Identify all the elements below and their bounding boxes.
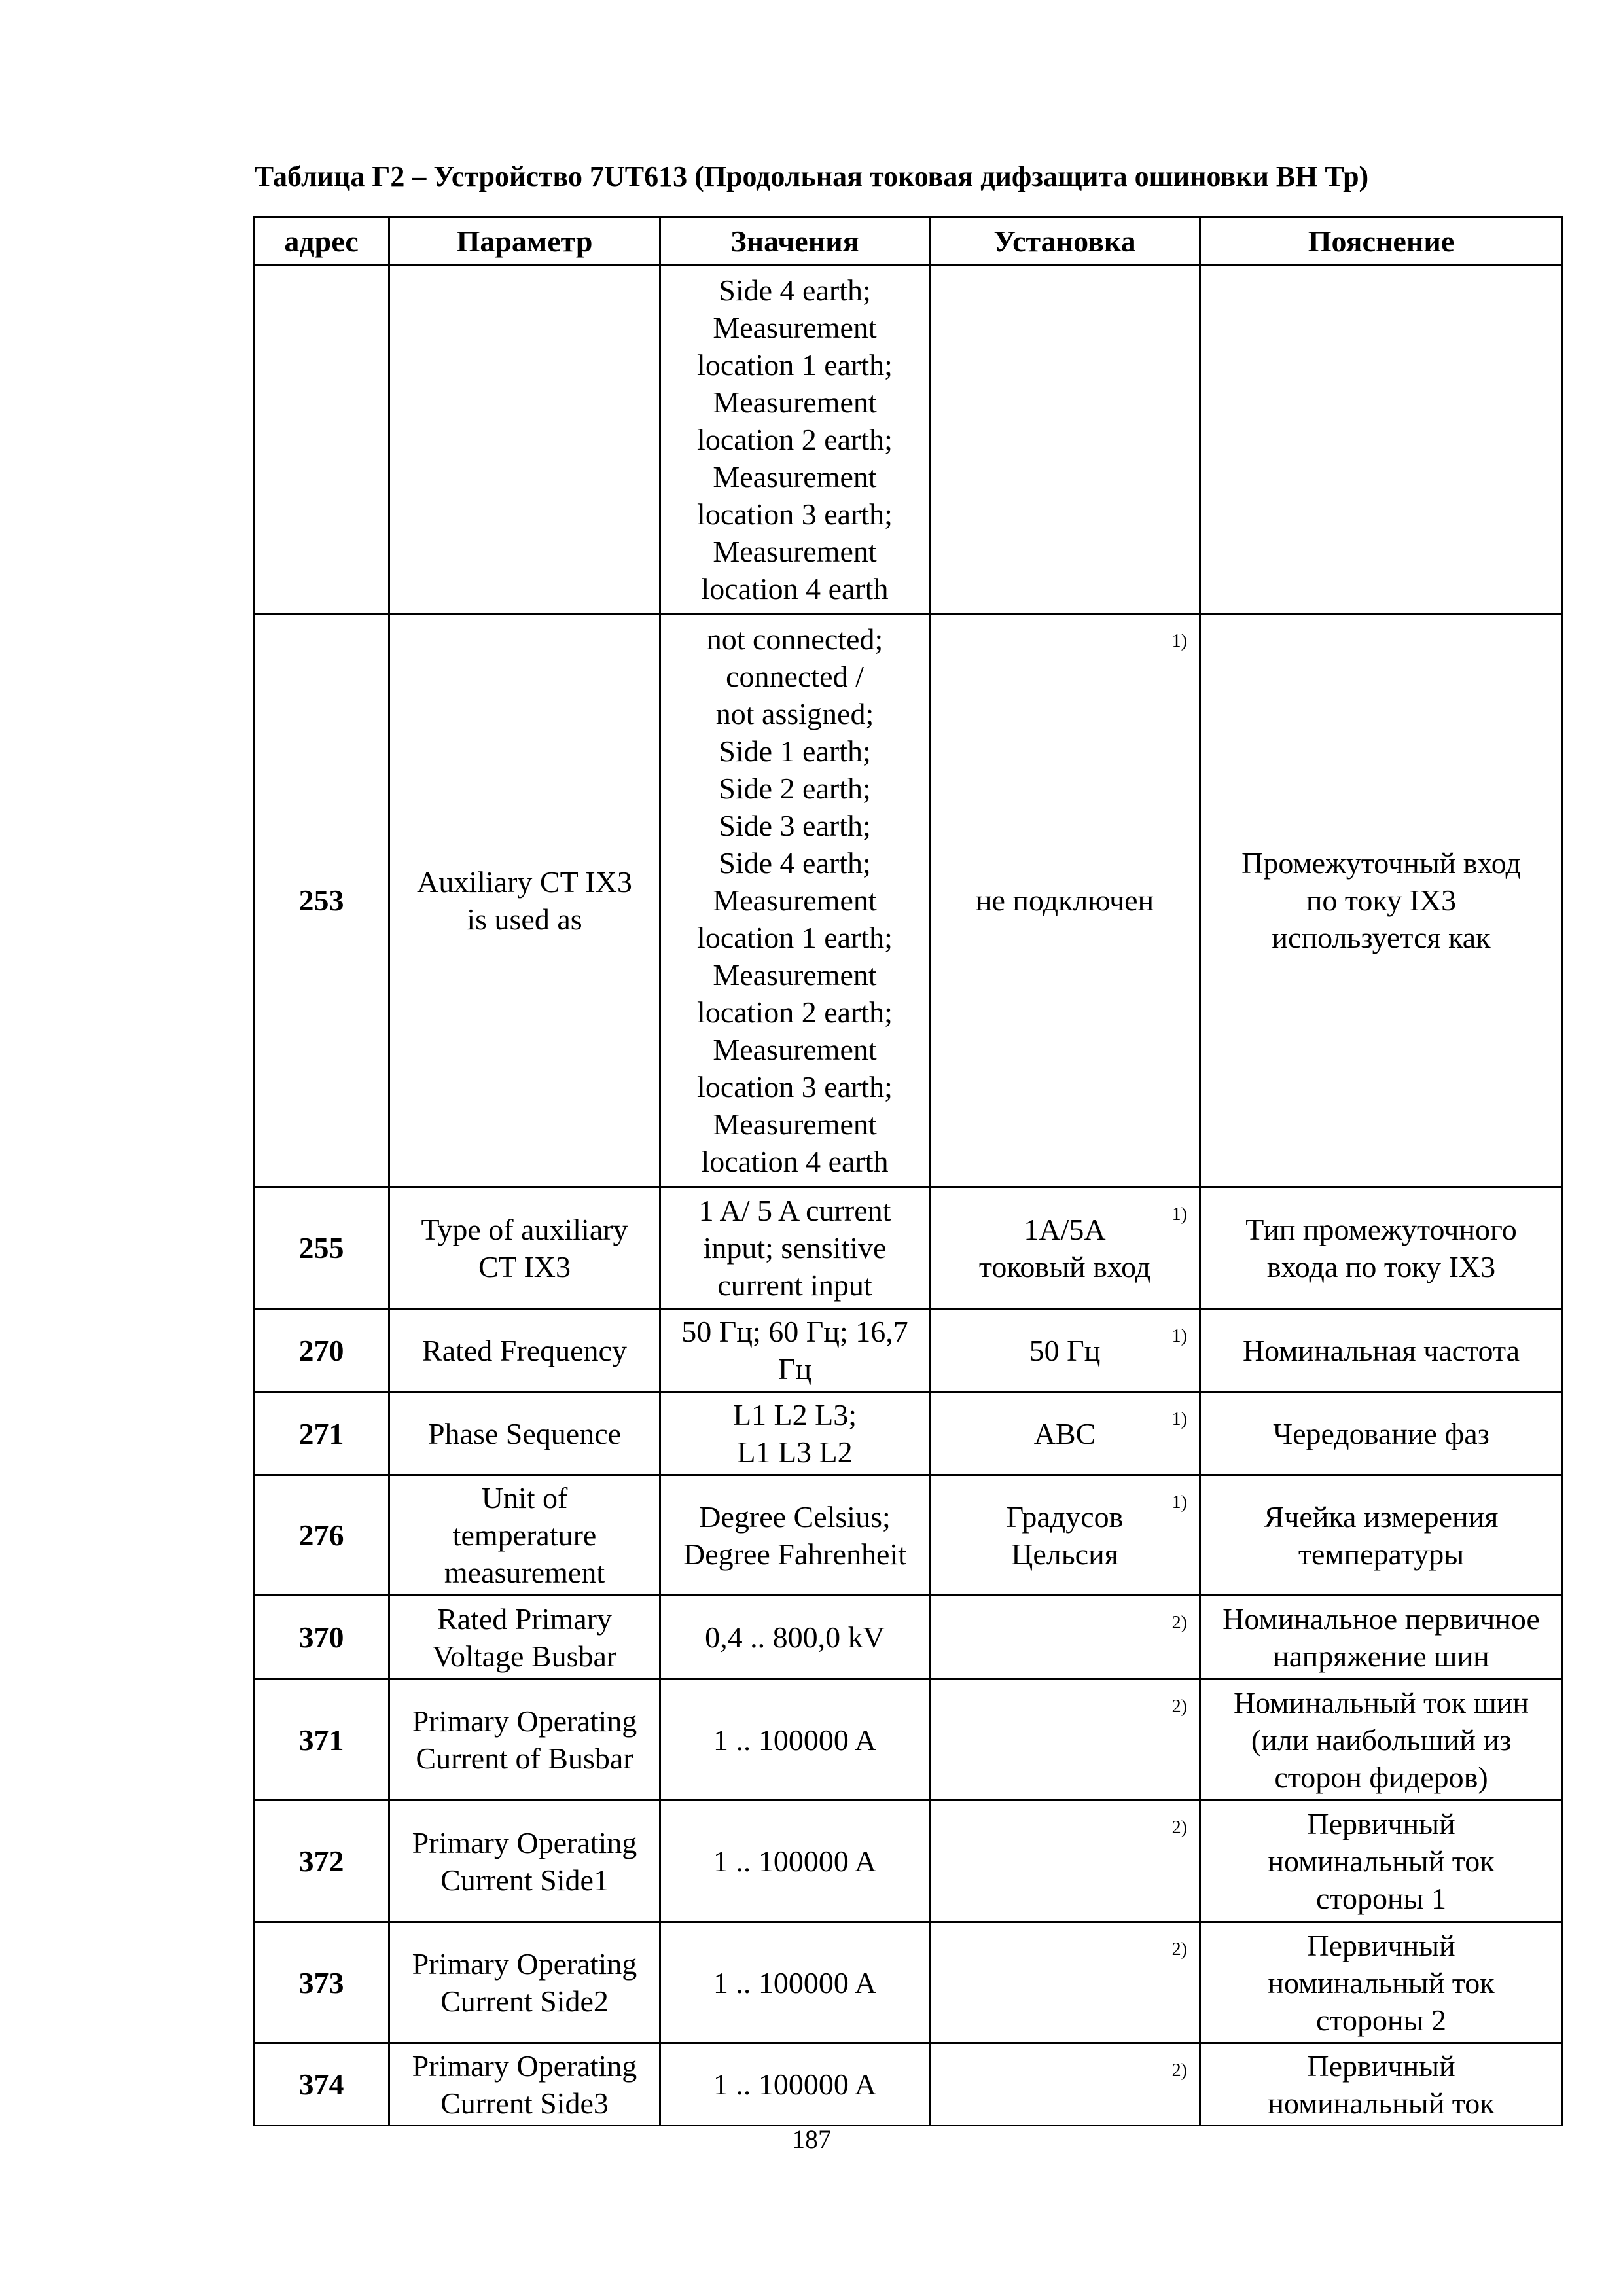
address-cell: 253 (254, 614, 389, 1187)
cell-line: Measurement (713, 385, 877, 419)
cell-line: Первичный (1307, 2049, 1455, 2083)
values-cell (660, 614, 930, 1187)
cell-line: connected / (726, 660, 864, 693)
cell-line: Current Side2 (440, 1984, 609, 2018)
explanation-cell (1200, 1187, 1563, 1309)
cell-line: location 4 earth (701, 1145, 889, 1178)
cell-line: Auxiliary CT IX3 (417, 865, 632, 899)
cell-line: Промежуточный вход (1241, 846, 1521, 880)
cell-line: 1 .. 100000 A (713, 1844, 877, 1878)
cell-line: not assigned; (715, 697, 874, 730)
explanation-cell (1200, 614, 1563, 1187)
cell-line: температуры (1298, 1537, 1465, 1571)
cell-line: Чередование фаз (1273, 1416, 1489, 1450)
explanation-cell (1200, 1309, 1563, 1392)
cell-line: Side 4 earth; (719, 846, 871, 880)
cell-line: Номинальное первичное (1222, 1602, 1540, 1636)
cell-line: Primary Operating (412, 1947, 637, 1981)
cell-line: Measurement (713, 958, 877, 992)
values-cell (660, 1475, 930, 1596)
values-cell (660, 1187, 930, 1309)
setting-cell (930, 2043, 1200, 2126)
explanation-cell (1200, 1922, 1563, 2043)
cell-line: номинальный ток (1268, 1965, 1495, 2000)
footnote-mark: 2) (1171, 1613, 1187, 1633)
cell-line: Unit of (481, 1481, 568, 1515)
footnote-mark: 2) (1171, 1939, 1187, 1960)
cell-line: location 1 earth; (697, 921, 893, 954)
cell-line: Current Side1 (440, 1863, 609, 1897)
cell-line: 0,4 .. 800,0 kV (705, 1621, 885, 1654)
cell-line: используется как (1272, 921, 1491, 954)
header-values: Значения (660, 217, 930, 265)
footnote-mark: 2) (1171, 1818, 1187, 1838)
cell-line: location 2 earth; (697, 422, 893, 456)
cell-line: location 1 earth; (697, 348, 893, 382)
footnote-mark: 1) (1171, 1204, 1187, 1225)
setting-cell (930, 1801, 1200, 1922)
address-cell: 373 (254, 1922, 389, 2043)
cell-line: current input (717, 1268, 872, 1302)
cell-line: ABC (1033, 1416, 1096, 1450)
table-row (254, 1475, 1563, 1596)
cell-line: 50 Гц (1029, 1333, 1101, 1367)
explanation-cell (1200, 265, 1563, 614)
cell-line: is used as (467, 902, 582, 936)
cell-line: 1 A/ 5 A current (698, 1194, 891, 1227)
cell-line: стороны 1 (1316, 1882, 1446, 1915)
parameter-cell (389, 1679, 660, 1801)
setting-cell (930, 1679, 1200, 1801)
cell-line: Первичный (1307, 1928, 1455, 1962)
cell-line: 1A/5A (1024, 1212, 1106, 1246)
address-cell: 270 (254, 1309, 389, 1392)
cell-line: location 4 earth (701, 571, 889, 605)
table-row (254, 1309, 1563, 1392)
cell-line: Градусов (1006, 1499, 1124, 1534)
header-row (254, 217, 1563, 265)
table-row (254, 1392, 1563, 1475)
parameter-cell (389, 1922, 660, 2043)
explanation-cell (1200, 1475, 1563, 1596)
values-cell (660, 1801, 930, 1922)
address-cell: 255 (254, 1187, 389, 1309)
cell-line: Первичный (1307, 1807, 1455, 1840)
setting-cell (930, 1187, 1200, 1309)
cell-line: стороны 2 (1316, 2003, 1446, 2037)
table-row (254, 1596, 1563, 1679)
header-explanation: Пояснение (1200, 217, 1563, 265)
cell-line: Side 3 earth; (719, 809, 871, 842)
cell-line: напряжение шин (1273, 1639, 1489, 1673)
cell-line: Номинальная частота (1242, 1333, 1520, 1367)
cell-line: Side 2 earth; (719, 772, 871, 805)
cell-line: Цельсия (1011, 1537, 1118, 1571)
explanation-cell (1200, 1801, 1563, 1922)
cell-line: номинальный ток (1268, 1844, 1495, 1878)
setting-cell (930, 1392, 1200, 1475)
values-cell (660, 265, 930, 614)
parameter-cell (389, 265, 660, 614)
address-cell (254, 265, 389, 614)
address-cell: 370 (254, 1596, 389, 1679)
cell-line: по току IX3 (1306, 884, 1457, 917)
cell-line: номинальный ток (1268, 2086, 1495, 2120)
cell-line: 1 .. 100000 A (713, 1723, 877, 1757)
table-row (254, 265, 1563, 614)
cell-line: location 2 earth; (697, 996, 893, 1029)
footnote-mark: 2) (1171, 1696, 1187, 1717)
cell-line: temperature (452, 1518, 597, 1552)
table-row (254, 614, 1563, 1187)
explanation-cell (1200, 1596, 1563, 1679)
address-cell: 271 (254, 1392, 389, 1475)
cell-line: Side 1 earth; (719, 734, 871, 768)
cell-line: Номинальный ток шин (1233, 1685, 1529, 1719)
cell-line: Measurement (713, 310, 877, 344)
parameter-cell (389, 614, 660, 1187)
table-row (254, 1187, 1563, 1309)
table-row (254, 1922, 1563, 2043)
explanation-cell (1200, 2043, 1563, 2126)
setting-cell (930, 1309, 1200, 1392)
address-cell: 372 (254, 1801, 389, 1922)
address-cell: 371 (254, 1679, 389, 1801)
cell-line: Measurement (713, 884, 877, 917)
parameter-cell (389, 2043, 660, 2126)
parameter-cell (389, 1392, 660, 1475)
cell-line: Type of auxiliary (421, 1212, 628, 1246)
explanation-cell (1200, 1392, 1563, 1475)
cell-line: L1 L2 L3; (732, 1398, 857, 1431)
cell-line: токовый вход (978, 1249, 1151, 1283)
header-address: адрес (254, 217, 389, 265)
cell-line: Rated Frequency (422, 1333, 627, 1367)
cell-line: Primary Operating (412, 1704, 637, 1738)
cell-line: Rated Primary (437, 1602, 612, 1636)
cell-line: Degree Fahrenheit (683, 1537, 906, 1571)
cell-line: measurement (444, 1556, 605, 1589)
cell-line: Primary Operating (412, 2049, 637, 2083)
setting-cell (930, 1475, 1200, 1596)
cell-line: Гц (777, 1352, 812, 1386)
values-cell (660, 1309, 930, 1392)
cell-line: Measurement (713, 1107, 877, 1141)
cell-line: 1 .. 100000 A (713, 1965, 877, 2000)
parameter-cell (389, 1596, 660, 1679)
setting-cell (930, 614, 1200, 1187)
header-parameter: Параметр (389, 217, 660, 265)
footnote-mark: 1) (1171, 1409, 1187, 1429)
cell-line: 1 .. 100000 A (713, 2068, 877, 2101)
page-number: 187 (792, 2125, 831, 2154)
settings-table (253, 216, 1563, 2126)
header-setting: Установка (930, 217, 1200, 265)
address-cell: 374 (254, 2043, 389, 2126)
cell-line: (или наибольший из (1251, 1723, 1512, 1757)
cell-line: L1 L3 L2 (737, 1435, 853, 1469)
table-row (254, 1679, 1563, 1801)
values-cell (660, 1392, 930, 1475)
parameter-cell (389, 1309, 660, 1392)
values-cell (660, 1596, 930, 1679)
parameter-cell (389, 1475, 660, 1596)
values-cell (660, 1679, 930, 1801)
cell-line: 50 Гц; 60 Гц; 16,7 (681, 1315, 908, 1348)
cell-line: input; sensitive (703, 1231, 887, 1265)
cell-line: Measurement (713, 1033, 877, 1066)
parameter-cell (389, 1801, 660, 1922)
cell-line: location 3 earth; (697, 1070, 893, 1103)
footnote-mark: 1) (1171, 1492, 1187, 1513)
cell-line: Ячейка измерения (1264, 1499, 1499, 1534)
table-title: Таблица Г2 – Устройство 7UT613 (Продольная токовая дифзащита ошиновки ВН Тр) (254, 160, 1369, 192)
cell-line: Primary Operating (412, 1825, 637, 1859)
cell-line: входа по току IX3 (1266, 1249, 1496, 1283)
cell-line: не подключен (975, 884, 1154, 917)
cell-line: Degree Celsius; (699, 1499, 891, 1534)
footnote-mark: 1) (1171, 1326, 1187, 1346)
cell-line: not connected; (706, 622, 883, 656)
parameter-cell (389, 1187, 660, 1309)
setting-cell (930, 265, 1200, 614)
cell-line: Measurement (713, 534, 877, 568)
cell-line: Side 4 earth; (719, 273, 871, 307)
setting-cell (930, 1596, 1200, 1679)
cell-line: сторон фидеров) (1274, 1760, 1488, 1794)
values-cell (660, 2043, 930, 2126)
cell-line: Current Side3 (440, 2086, 609, 2120)
setting-cell (930, 1922, 1200, 2043)
table-row (254, 1801, 1563, 1922)
explanation-cell (1200, 1679, 1563, 1801)
footnote-mark: 2) (1171, 2060, 1187, 2081)
values-cell (660, 1922, 930, 2043)
cell-line: Тип промежуточного (1245, 1212, 1517, 1246)
footnote-mark: 1) (1171, 631, 1187, 651)
cell-line: Measurement (713, 459, 877, 493)
cell-line: location 3 earth; (697, 497, 893, 531)
address-cell: 276 (254, 1475, 389, 1596)
cell-line: Voltage Busbar (432, 1639, 617, 1673)
table-row (254, 2043, 1563, 2126)
cell-line: CT IX3 (478, 1249, 571, 1283)
cell-line: Phase Sequence (427, 1416, 622, 1450)
cell-line: Current of Busbar (416, 1742, 633, 1775)
